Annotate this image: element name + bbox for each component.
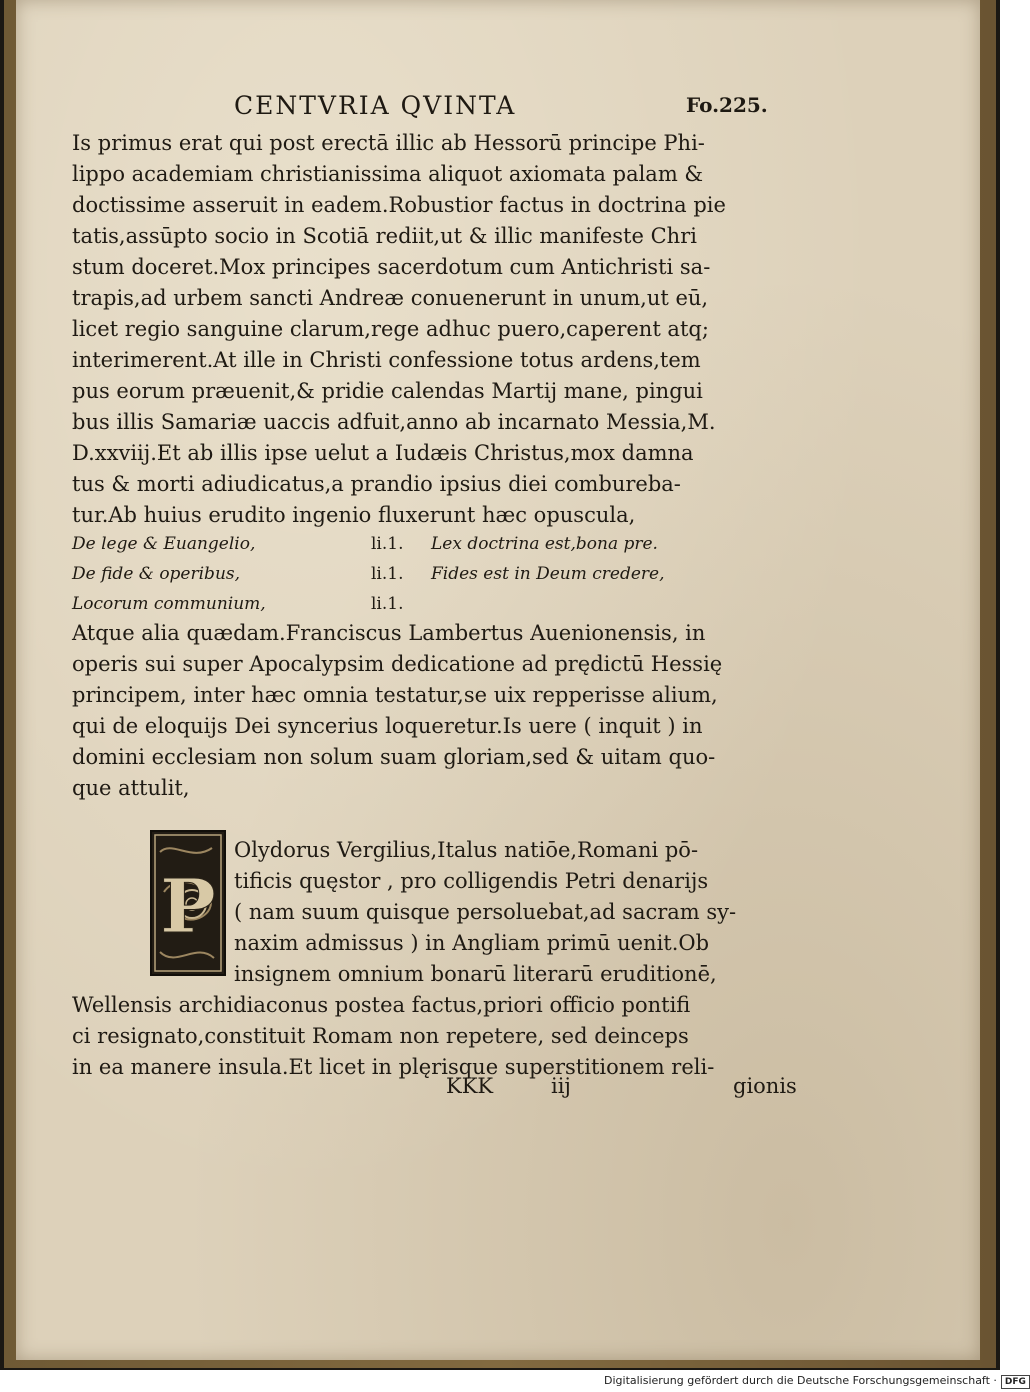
text-line: Wellensis archidiaconus postea factus,priori officio pontifi	[72, 993, 691, 1017]
text-line: bus illis Samariæ uaccis adfuit,anno ab incarnato Messia,M.	[72, 410, 716, 434]
initial-letter: P	[160, 864, 216, 950]
decorated-initial	[150, 830, 226, 976]
text-line: licet regio sanguine clarum,rege adhuc puero,caperent atq;	[72, 317, 709, 341]
text-line: D.xxviij.Et ab illis ipse uelut a Iudæis Christus,mox damna	[72, 441, 694, 465]
work-incipit: Fides est in Deum credere,	[431, 564, 665, 584]
digitization-credit	[604, 1374, 1026, 1390]
text-line: tatis,assūpto socio in Scotiā rediit,ut & illic manifeste Chri	[72, 224, 697, 248]
text-line: in ea manere insula.Et licet in plęrisque superstitionem reli-	[72, 1055, 715, 1079]
work-entry	[72, 534, 786, 562]
text-line: lippo academiam christianissima aliquot axiomata palam &	[72, 162, 704, 186]
work-title: De lege & Euangelio,	[72, 534, 256, 554]
text-line: Olydorus Vergilius,Italus natiōe,Romani pō-	[234, 838, 699, 862]
text-line: trapis,ad urbem sancti Andreæ conuenerunt in unum,ut eū,	[72, 286, 709, 310]
text-line: Atque alia quædam.Franciscus Lambertus Auenionensis, in	[72, 621, 706, 645]
catchword: gionis	[733, 1074, 797, 1098]
text-line: operis sui super Apocalypsim dedicatione ad prędictū Hessię	[72, 652, 723, 676]
text-line: pus eorum præuenit,& pridie calendas Martij mane, pingui	[72, 379, 703, 403]
book-page	[16, 0, 980, 1360]
work-entry	[72, 564, 786, 592]
text-line: insignem omnium bonarū literarū eruditionē,	[234, 962, 717, 986]
work-books: li.1.	[371, 534, 404, 554]
text-line: qui de eloquijs Dei syncerius loqueretur.Is uere ( inquit ) in	[72, 714, 703, 738]
work-title: De fide & operibus,	[72, 564, 241, 584]
text-line: ci resignato,constituit Romam non repetere, sed deinceps	[72, 1024, 689, 1048]
book-board	[4, 0, 996, 1368]
text-line: que attulit,	[72, 776, 190, 800]
text-line: doctissime asseruit in eadem.Robustior factus in doctrina pie	[72, 193, 726, 217]
work-books: li.1.	[371, 594, 404, 614]
text-line: principem, inter hæc omnia testatur,se uix repperisse alium,	[72, 683, 718, 707]
text-line: naxim admissus ) in Angliam primū uenit.Ob	[234, 931, 710, 955]
signature-number: iij	[551, 1074, 571, 1098]
text-line: Is primus erat qui post erectā illic ab Hessorū principe Phi-	[72, 131, 705, 155]
work-incipit: Lex doctrina est,bona pre.	[431, 534, 658, 554]
text-line: tificis quęstor , pro colligendis Petri denarijs	[234, 869, 709, 893]
text-line: domini ecclesiam non solum suam gloriam,sed & uitam quo-	[72, 745, 716, 769]
running-title: CENTVRIA QVINTA	[234, 91, 517, 120]
signature-mark: KKK	[446, 1074, 494, 1098]
text-line: tus & morti adiudicatus,a prandio ipsius diei combureba-	[72, 472, 681, 496]
folio-number: Fo.225.	[686, 93, 768, 117]
work-books: li.1.	[371, 564, 404, 584]
work-title: Locorum communium,	[72, 594, 266, 614]
dfg-logo: DFG	[1001, 1375, 1030, 1389]
page-header	[16, 91, 980, 125]
text-line: ( nam suum quisque persoluebat,ad sacram sy-	[234, 900, 737, 924]
decorated-initial-art	[152, 832, 224, 974]
text-line: stum doceret.Mox principes sacerdotum cum Antichristi sa-	[72, 255, 711, 279]
text-line: tur.Ab huius erudito ingenio fluxerunt hæc opuscula,	[72, 503, 636, 527]
text-line: interimerent.At ille in Christi confessione totus ardens,tem	[72, 348, 701, 372]
credit-text: Digitalisierung gefördert durch die Deutsche Forschungsgemeinschaft ·	[604, 1374, 997, 1387]
